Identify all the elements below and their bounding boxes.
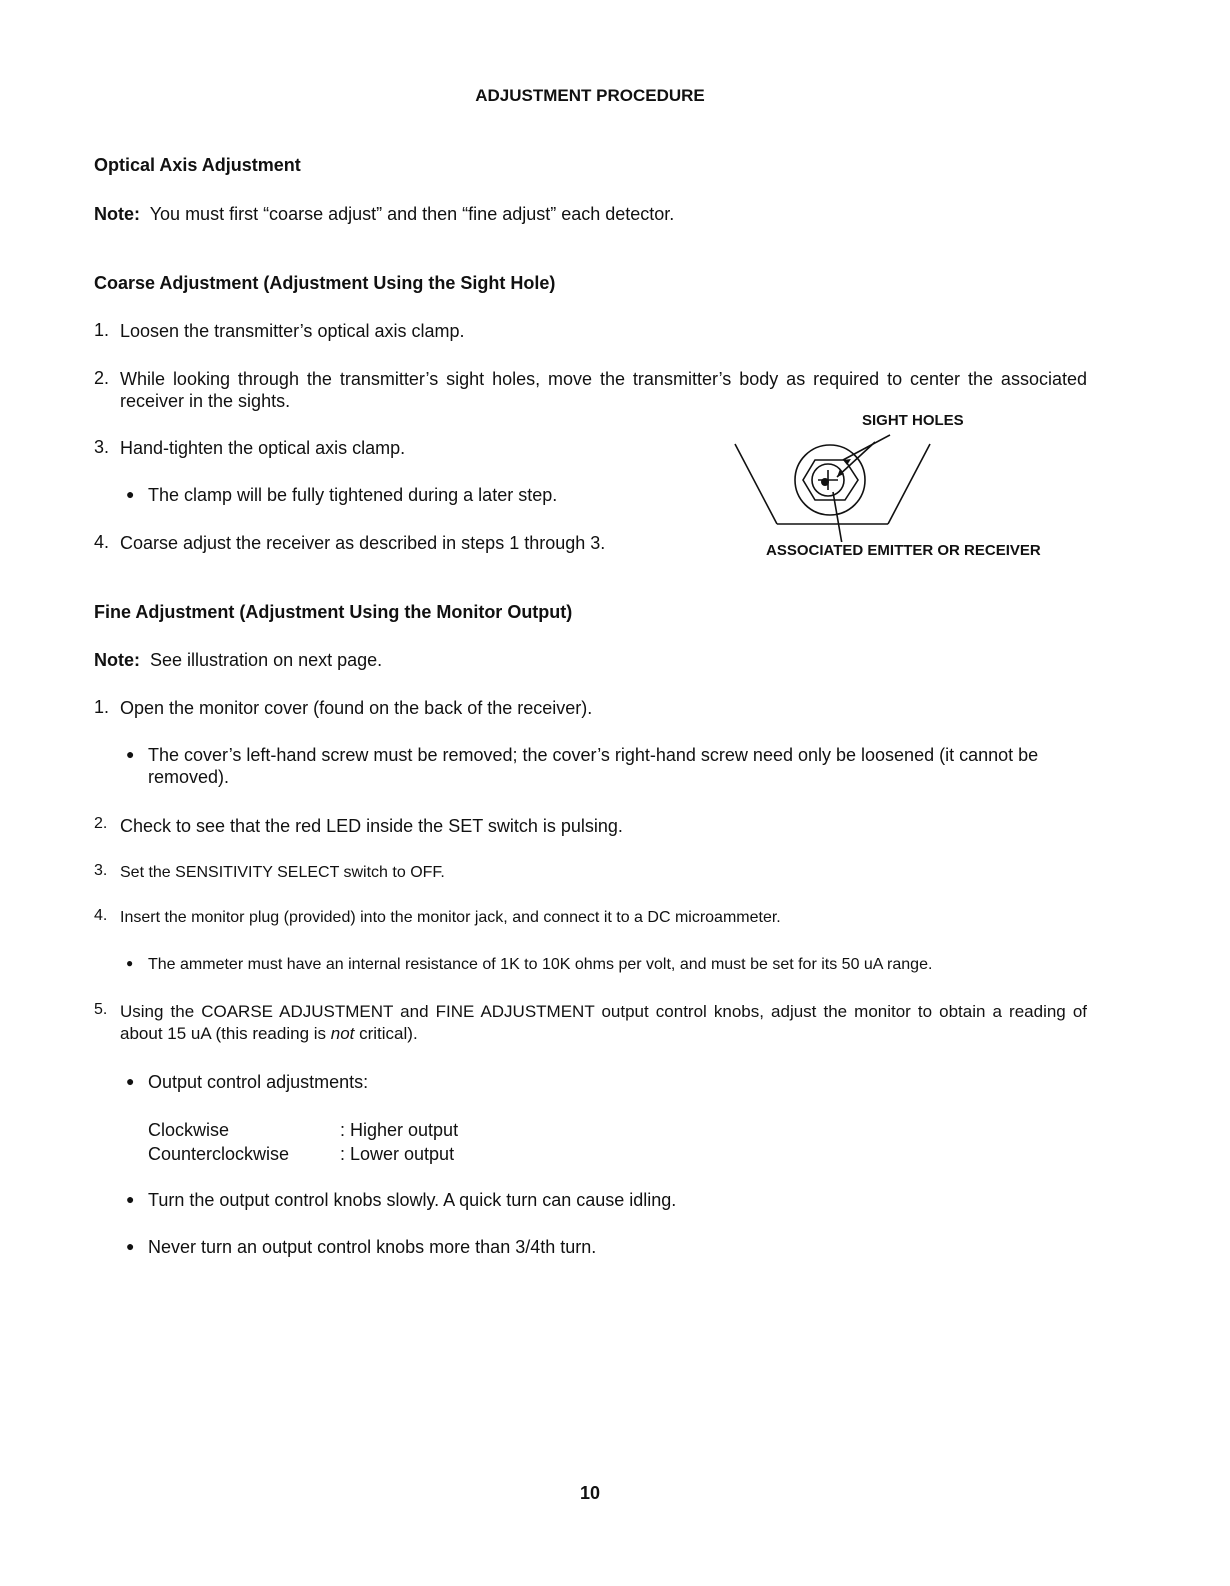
step-number: 3.: [94, 437, 110, 457]
fine-step-5-emphasis: not: [330, 1024, 355, 1043]
adjust-result: : Higher output: [340, 1120, 459, 1140]
step-number: 4.: [94, 532, 110, 552]
page-number: 10: [579, 1483, 601, 1503]
coarse-step-1: Loosen the transmitter’s optical axis clamp.: [120, 321, 465, 341]
sight-hole-diagram: [725, 432, 945, 542]
adjust-direction: Counterclockwise: [148, 1144, 290, 1164]
bullet-dot: ●: [126, 746, 135, 762]
note-label: Note:: [94, 650, 140, 670]
fine-step-1-bullet: The cover’s left-hand screw must be removed; the cover’s right-hand screw need only be loosened (it cannot be removed).: [148, 745, 1039, 787]
optical-axis-heading: Optical Axis Adjustment: [94, 155, 301, 175]
fine-step-5-text: Using the COARSE ADJUSTMENT and FINE ADJUSTMENT output control knobs, adjust the monitor to obtain a reading of about 15 uA (this reading is: [120, 1002, 1087, 1043]
adjust-result: : Lower output: [340, 1144, 455, 1164]
adjust-direction: Clockwise: [148, 1120, 230, 1140]
step-number: 4.: [94, 907, 108, 924]
fine-step-5-text-end: critical).: [354, 1024, 418, 1043]
note-text: See illustration on next page.: [150, 650, 383, 670]
page-title: ADJUSTMENT PROCEDURE: [475, 86, 705, 105]
step-number: 2.: [94, 815, 108, 832]
bullet-dot: ●: [126, 1191, 135, 1207]
step-number: 1.: [94, 320, 110, 340]
bullet-dot: ●: [126, 956, 134, 970]
fine-step-3: Set the SENSITIVITY SELECT switch to OFF.: [120, 864, 445, 881]
fine-step-5-bullet-2: Turn the output control knobs slowly. A quick turn can cause idling.: [148, 1190, 677, 1210]
step-number: 1.: [94, 697, 110, 717]
bullet-dot: ●: [126, 1238, 135, 1254]
coarse-step-4: Coarse adjust the receiver as described in steps 1 through 3.: [120, 533, 606, 553]
optical-note: [94, 203, 674, 225]
fine-step-1: Open the monitor cover (found on the back of the receiver).: [120, 698, 593, 718]
coarse-step-3: Hand-tighten the optical axis clamp.: [120, 438, 406, 458]
bullet-dot: ●: [126, 1073, 135, 1089]
fine-step-4-bullet: The ammeter must have an internal resistance of 1K to 10K ohms per volt, and must be set for its 50 uA range.: [148, 956, 933, 973]
fine-step-5-bullet-1: Output control adjustments:: [148, 1072, 369, 1092]
figure-label-sight-holes: SIGHT HOLES: [862, 412, 964, 429]
fine-step-4: Insert the monitor plug (provided) into the monitor jack, and connect it to a DC microammeter.: [120, 909, 781, 926]
coarse-step-2: While looking through the transmitter’s sight holes, move the transmitter’s body as required to center the associated receiver in the sights.: [120, 369, 1087, 411]
step-number: 2.: [94, 368, 110, 388]
step-number: 5.: [94, 1001, 108, 1018]
fine-step-2: Check to see that the red LED inside the SET switch is pulsing.: [120, 816, 623, 836]
bullet-dot: ●: [126, 486, 135, 502]
coarse-step-3-bullet: The clamp will be fully tightened during a later step.: [148, 485, 558, 505]
fine-step-5: [120, 1001, 1087, 1045]
fine-note: [94, 649, 382, 671]
coarse-adjustment-heading: Coarse Adjustment (Adjustment Using the Sight Hole): [94, 273, 556, 293]
fine-step-5-bullet-3: Never turn an output control knobs more than 3/4th turn.: [148, 1237, 597, 1257]
note-label: Note:: [94, 204, 140, 224]
fine-adjustment-heading: Fine Adjustment (Adjustment Using the Monitor Output): [94, 602, 573, 622]
note-text: You must first “coarse adjust” and then “fine adjust” each detector.: [149, 204, 675, 224]
figure-label-emitter-receiver: ASSOCIATED EMITTER OR RECEIVER: [766, 542, 1041, 559]
step-number: 3.: [94, 862, 108, 879]
